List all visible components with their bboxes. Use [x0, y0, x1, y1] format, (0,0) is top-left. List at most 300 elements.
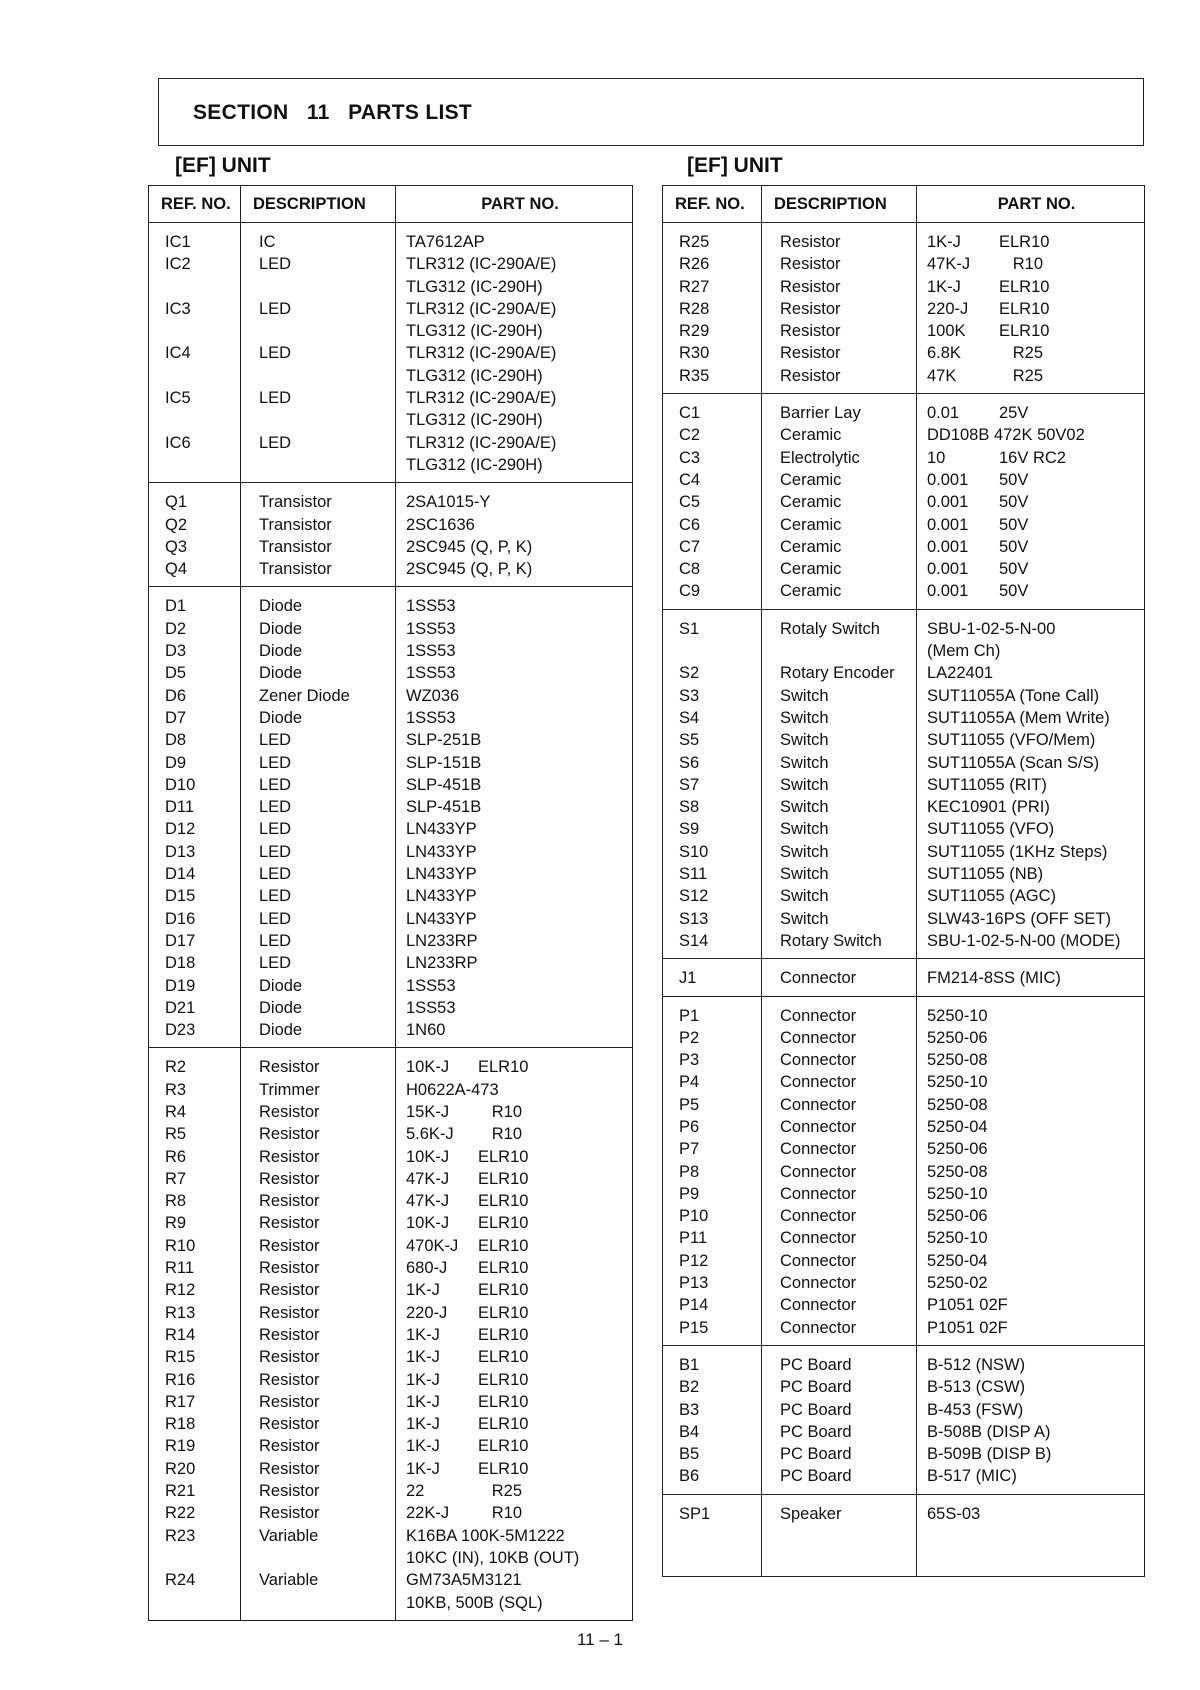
part-description: PC Board	[780, 1400, 852, 1419]
ref-no: S3	[679, 686, 700, 705]
parts-group	[663, 959, 1145, 996]
description-list	[762, 223, 916, 393]
spacer	[149, 365, 240, 387]
ref-no: D8	[165, 731, 187, 750]
part-number: SUT11055 (RIT)	[927, 775, 1047, 794]
part-value: 47K-J	[406, 1169, 450, 1188]
part-description: Resistor	[259, 1437, 320, 1456]
section-header-box	[158, 78, 1144, 146]
spacer	[241, 1547, 395, 1569]
left-parts-table	[148, 185, 633, 1621]
part-description: Connector	[780, 1028, 857, 1047]
part-number	[396, 1302, 632, 1324]
part-description: LED	[259, 954, 292, 973]
spacer	[149, 1547, 240, 1569]
ref-no: D2	[165, 619, 187, 638]
ref-no: P2	[679, 1028, 700, 1047]
part-number: (Mem Ch)	[927, 642, 1001, 661]
part-value: 1K-J	[927, 277, 961, 296]
part-number: LN233RP	[406, 931, 478, 950]
ref-no: P6	[679, 1117, 700, 1136]
part-list	[917, 997, 1144, 1345]
part-number	[396, 1458, 632, 1480]
part-description: Rotary Switch	[780, 931, 882, 950]
table-row	[663, 223, 1145, 394]
part-description: Resistor	[259, 1348, 320, 1367]
part-number	[396, 1257, 632, 1279]
description-header: DESCRIPTION	[241, 186, 396, 223]
part-description: LED	[259, 731, 292, 750]
ref-no: P8	[679, 1162, 700, 1181]
ref-no: R19	[165, 1437, 196, 1456]
spacer	[241, 454, 395, 476]
description-cell	[762, 394, 917, 610]
spacer	[762, 640, 916, 662]
part-type: ELR10	[478, 1392, 529, 1411]
spacer	[149, 409, 240, 431]
part-type: ELR10	[999, 233, 1050, 251]
ref-no: IC2	[165, 255, 191, 274]
ref-no: C6	[679, 515, 701, 534]
ref-no: P5	[679, 1095, 700, 1114]
part-description: Resistor	[259, 1058, 320, 1077]
part-number	[396, 1146, 632, 1168]
part-number: SUT11055 (1KHz Steps)	[927, 842, 1108, 861]
part-description: Resistor	[259, 1504, 320, 1523]
part-number	[396, 1123, 632, 1145]
part-type: ELR10	[478, 1259, 529, 1278]
description-list	[241, 223, 395, 482]
part-type: ELR10	[478, 1058, 529, 1077]
ref-no: SP1	[679, 1504, 711, 1523]
part-description: LED	[259, 775, 292, 794]
part-description: Ceramic	[780, 560, 842, 579]
part-value: 220-J	[927, 299, 969, 318]
part-description: Resistor	[259, 1325, 320, 1344]
spacer	[663, 640, 761, 662]
ref-no: C1	[679, 404, 701, 423]
part-no-header: PART NO.	[917, 186, 1145, 223]
part-type: ELR10	[478, 1147, 529, 1166]
part-value: 10	[927, 448, 946, 467]
part-number: 5250-08	[927, 1162, 988, 1181]
ref-no: IC3	[165, 299, 191, 318]
part-value: 5.6K-J	[406, 1125, 454, 1144]
ref-no: R26	[679, 255, 710, 274]
part-number	[917, 231, 1144, 253]
spacer	[241, 320, 395, 342]
part-number: 5250-04	[927, 1251, 988, 1270]
part-number: 5250-06	[927, 1028, 988, 1047]
part-value: 0.001	[927, 515, 969, 534]
ref-no-cell	[663, 1345, 762, 1494]
part-number: 2SA1015-Y	[406, 493, 491, 512]
part-number: DD108B 472K 50V02	[927, 426, 1085, 445]
ref-no: C2	[679, 426, 701, 445]
part-description: Switch	[780, 865, 829, 884]
description-list	[762, 997, 916, 1345]
part-type: ELR10	[999, 299, 1050, 318]
ref-no: R10	[165, 1236, 196, 1255]
part-description: Switch	[780, 798, 829, 817]
part-description: Resistor	[259, 1169, 320, 1188]
ref-no: D19	[165, 976, 196, 995]
spacer	[663, 1525, 761, 1547]
part-type: R10	[478, 1125, 523, 1144]
part-number: 5250-10	[927, 1073, 988, 1092]
part-value: 1K-J	[406, 1459, 440, 1478]
ref-list	[663, 1495, 761, 1576]
part-description: Resistor	[780, 299, 841, 318]
part-description: Resistor	[259, 1281, 320, 1300]
part-description: Transistor	[259, 537, 332, 556]
table-row	[149, 483, 633, 587]
part-number: SUT11055 (VFO)	[927, 820, 1055, 839]
part-type: R10	[478, 1102, 523, 1121]
part-number: B-512 (NSW)	[927, 1355, 1026, 1374]
part-description: Resistor	[259, 1214, 320, 1233]
part-list	[917, 394, 1144, 609]
description-cell	[762, 1494, 917, 1576]
parts-group	[149, 587, 633, 1048]
part-description: Connector	[780, 1117, 857, 1136]
part-number: TLG312 (IC-290H)	[406, 322, 543, 341]
ref-no: R29	[679, 322, 710, 341]
ref-no: D3	[165, 642, 187, 661]
part-no-cell	[917, 609, 1145, 958]
part-list	[917, 1495, 1144, 1576]
ref-no: D15	[165, 887, 196, 906]
spacer	[241, 365, 395, 387]
part-number: LN433YP	[406, 909, 477, 928]
part-value: 6.8K	[927, 344, 961, 363]
part-number	[396, 1190, 632, 1212]
part-number	[396, 1235, 632, 1257]
part-description: Rotary Encoder	[780, 664, 895, 683]
ref-no: R17	[165, 1392, 196, 1411]
part-number: 1SS53	[406, 998, 456, 1017]
part-description: Zener Diode	[259, 686, 350, 705]
part-number: 5250-04	[927, 1117, 988, 1136]
part-description: LED	[259, 909, 292, 928]
part-number: 1SS53	[406, 664, 456, 683]
part-number: 5250-08	[927, 1095, 988, 1114]
part-number: SLP-151B	[406, 753, 482, 772]
spacer	[917, 1525, 1144, 1547]
ref-no-header: REF. NO.	[663, 186, 762, 223]
part-number: 1SS53	[406, 976, 456, 995]
ref-no: IC6	[165, 433, 191, 452]
part-type: R10	[999, 255, 1044, 274]
ref-list	[663, 223, 761, 393]
part-number	[917, 469, 1144, 491]
section-title	[193, 101, 472, 125]
part-number: LN433YP	[406, 865, 477, 884]
ref-no: D1	[165, 597, 187, 616]
description-cell	[241, 1048, 396, 1620]
part-number: K16BA 100K-5M1222	[406, 1526, 565, 1545]
part-number	[396, 1502, 632, 1524]
ref-no: D9	[165, 753, 187, 772]
part-number: SBU-1-02-5-N-00	[927, 619, 1056, 638]
ref-no: P14	[679, 1296, 709, 1315]
ref-list	[149, 483, 240, 586]
ref-no: P13	[679, 1274, 709, 1293]
ref-no: D5	[165, 664, 187, 683]
part-description: Switch	[780, 753, 829, 772]
ref-no: D10	[165, 775, 196, 794]
part-description: Resistor	[259, 1415, 320, 1434]
part-type: 50V	[999, 537, 1029, 556]
part-description: Connector	[780, 1318, 857, 1337]
part-type: ELR10	[478, 1169, 529, 1188]
part-no-cell	[917, 1345, 1145, 1494]
ref-no: R2	[165, 1058, 187, 1077]
part-value: 15K-J	[406, 1102, 450, 1121]
ref-no: S8	[679, 798, 700, 817]
parts-group	[663, 223, 1145, 394]
part-description: Ceramic	[780, 470, 842, 489]
part-type: ELR10	[478, 1437, 529, 1456]
part-type: ELR10	[478, 1325, 529, 1344]
spacer	[149, 276, 240, 298]
part-value: 1K-J	[406, 1415, 440, 1434]
part-number	[917, 514, 1144, 536]
part-description: PC Board	[780, 1378, 852, 1397]
part-list	[396, 587, 632, 1047]
ref-no-cell	[663, 1494, 762, 1576]
description-cell	[762, 1345, 917, 1494]
part-number	[917, 491, 1144, 513]
part-number	[917, 276, 1144, 298]
table-row	[663, 609, 1145, 958]
description-cell	[241, 587, 396, 1048]
part-type: ELR10	[478, 1459, 529, 1478]
ref-no: S7	[679, 775, 700, 794]
part-description: Rotaly Switch	[780, 619, 880, 638]
part-number: B-513 (CSW)	[927, 1378, 1026, 1397]
ref-no: B6	[679, 1467, 700, 1486]
ref-no: S6	[679, 753, 700, 772]
part-number	[917, 342, 1144, 364]
part-list	[917, 610, 1144, 958]
part-number: 10KC (IN), 10KB (OUT)	[406, 1548, 580, 1567]
part-no-cell	[917, 959, 1145, 996]
spacer	[663, 1547, 761, 1569]
part-description: PC Board	[780, 1467, 852, 1486]
description-cell	[241, 223, 396, 483]
part-description: Diode	[259, 976, 303, 995]
part-description: Switch	[780, 731, 829, 750]
ref-no: J1	[679, 969, 697, 988]
parts-group	[149, 1048, 633, 1620]
part-value: 220-J	[406, 1303, 448, 1322]
ref-no: P9	[679, 1184, 700, 1203]
right-unit-title: [EF] UNIT	[687, 154, 783, 177]
part-description: LED	[259, 299, 292, 318]
ref-no: B1	[679, 1355, 700, 1374]
ref-no: C7	[679, 537, 701, 556]
section-name: PARTS LIST	[348, 101, 473, 124]
ref-no: D16	[165, 909, 196, 928]
part-type: R25	[999, 366, 1044, 385]
part-value: 680-J	[406, 1259, 448, 1278]
part-list	[917, 959, 1144, 995]
description-list	[762, 394, 916, 609]
part-description: Switch	[780, 775, 829, 794]
ref-no: P3	[679, 1051, 700, 1070]
part-description: Ceramic	[780, 515, 842, 534]
ref-no: S9	[679, 820, 700, 839]
part-type: 50V	[999, 515, 1029, 534]
ref-no: R21	[165, 1482, 196, 1501]
part-value: 0.001	[927, 582, 969, 601]
part-number	[396, 1346, 632, 1368]
part-number	[396, 1056, 632, 1078]
ref-no: P1	[679, 1006, 700, 1025]
part-number: 5250-06	[927, 1140, 988, 1159]
part-description: LED	[259, 798, 292, 817]
ref-no: R20	[165, 1459, 196, 1478]
part-description: LED	[259, 389, 292, 408]
description-header: DESCRIPTION	[762, 186, 917, 223]
ref-no: S11	[679, 865, 708, 884]
part-number: 5250-10	[927, 1184, 988, 1203]
part-number: LN433YP	[406, 887, 477, 906]
part-type: ELR10	[999, 322, 1050, 341]
ref-no: R23	[165, 1526, 196, 1545]
ref-no: P7	[679, 1140, 700, 1159]
part-type: ELR10	[478, 1236, 529, 1255]
part-value: 1K-J	[406, 1348, 440, 1367]
parts-group	[149, 223, 633, 483]
ref-no: R24	[165, 1571, 196, 1590]
part-description: Resistor	[259, 1192, 320, 1211]
ref-no-header: REF. NO.	[149, 186, 241, 223]
spacer	[762, 1547, 916, 1569]
part-description: Ceramic	[780, 493, 842, 512]
part-type: R25	[999, 344, 1044, 363]
part-type: ELR10	[478, 1348, 529, 1367]
ref-no: S14	[679, 931, 709, 950]
part-description: Connector	[780, 1006, 857, 1025]
ref-no: R18	[165, 1415, 196, 1434]
part-number: 5250-06	[927, 1207, 988, 1226]
table-header-row	[663, 186, 1145, 223]
ref-no: R35	[679, 366, 710, 385]
part-description: LED	[259, 753, 292, 772]
part-description: Switch	[780, 887, 829, 906]
ref-list	[663, 610, 761, 958]
ref-no: D7	[165, 708, 187, 727]
part-description: PC Board	[780, 1355, 852, 1374]
parts-group	[663, 394, 1145, 610]
part-number	[396, 1413, 632, 1435]
ref-list	[663, 1346, 761, 1494]
part-description: Connector	[780, 969, 857, 988]
ref-no: D6	[165, 686, 187, 705]
ref-no: D11	[165, 798, 195, 817]
part-number: 5250-10	[927, 1006, 988, 1025]
part-description: Switch	[780, 820, 829, 839]
part-number: SBU-1-02-5-N-00 (MODE)	[927, 931, 1121, 950]
part-no-cell	[396, 587, 633, 1048]
part-description: Resistor	[780, 344, 841, 363]
part-number	[917, 253, 1144, 275]
description-cell	[241, 483, 396, 587]
parts-group	[663, 609, 1145, 958]
part-type: 50V	[999, 493, 1029, 512]
part-value: 10K-J	[406, 1214, 450, 1233]
ref-no: D18	[165, 954, 196, 973]
part-description: Ceramic	[780, 537, 842, 556]
part-description: Connector	[780, 1274, 857, 1293]
part-no-cell	[917, 996, 1145, 1345]
description-list	[762, 1495, 916, 1576]
ref-no: R7	[165, 1169, 187, 1188]
ref-no: R25	[679, 233, 710, 251]
part-description: Resistor	[259, 1102, 320, 1121]
part-number	[396, 1391, 632, 1413]
section-number: 11	[306, 101, 330, 124]
part-list	[396, 223, 632, 482]
part-value: 0.001	[927, 537, 969, 556]
ref-no: C9	[679, 582, 701, 601]
part-number: SUT11055 (NB)	[927, 865, 1044, 884]
ref-no-cell	[663, 959, 762, 996]
part-type: 25V	[999, 404, 1029, 423]
part-description: Resistor	[780, 277, 841, 296]
part-number: 65S-03	[927, 1504, 981, 1523]
part-number: LN433YP	[406, 820, 477, 839]
ref-no: R16	[165, 1370, 196, 1389]
ref-list	[663, 997, 761, 1345]
part-description: LED	[259, 865, 292, 884]
part-no-cell	[396, 1048, 633, 1620]
part-number: B-508B (DISP A)	[927, 1422, 1051, 1441]
part-description: Transistor	[259, 493, 332, 512]
ref-no: R6	[165, 1147, 187, 1166]
part-number: 2SC1636	[406, 515, 475, 534]
ref-list	[663, 394, 761, 609]
description-list	[241, 1048, 395, 1619]
parts-group	[663, 996, 1145, 1345]
part-number	[396, 1101, 632, 1123]
ref-no: S5	[679, 731, 700, 750]
part-type: 50V	[999, 582, 1029, 601]
part-description: Connector	[780, 1051, 857, 1070]
part-description: Resistor	[259, 1459, 320, 1478]
ref-no: R4	[165, 1102, 187, 1121]
part-description: Connector	[780, 1229, 857, 1248]
ref-no: D12	[165, 820, 196, 839]
ref-no: S12	[679, 887, 709, 906]
part-description: Speaker	[780, 1504, 842, 1523]
part-type: R10	[478, 1504, 523, 1523]
part-value: 100K	[927, 322, 966, 341]
ref-no: P4	[679, 1073, 700, 1092]
left-unit-title: [EF] UNIT	[175, 154, 271, 177]
ref-no: B4	[679, 1422, 700, 1441]
description-list	[241, 483, 395, 586]
part-number: GM73A5M3121	[406, 1571, 522, 1590]
part-description: Diode	[259, 619, 303, 638]
part-type: 50V	[999, 470, 1029, 489]
part-list	[396, 1048, 632, 1619]
ref-no: R22	[165, 1504, 196, 1523]
part-value: 0.001	[927, 560, 969, 579]
part-description: Diode	[259, 597, 303, 616]
